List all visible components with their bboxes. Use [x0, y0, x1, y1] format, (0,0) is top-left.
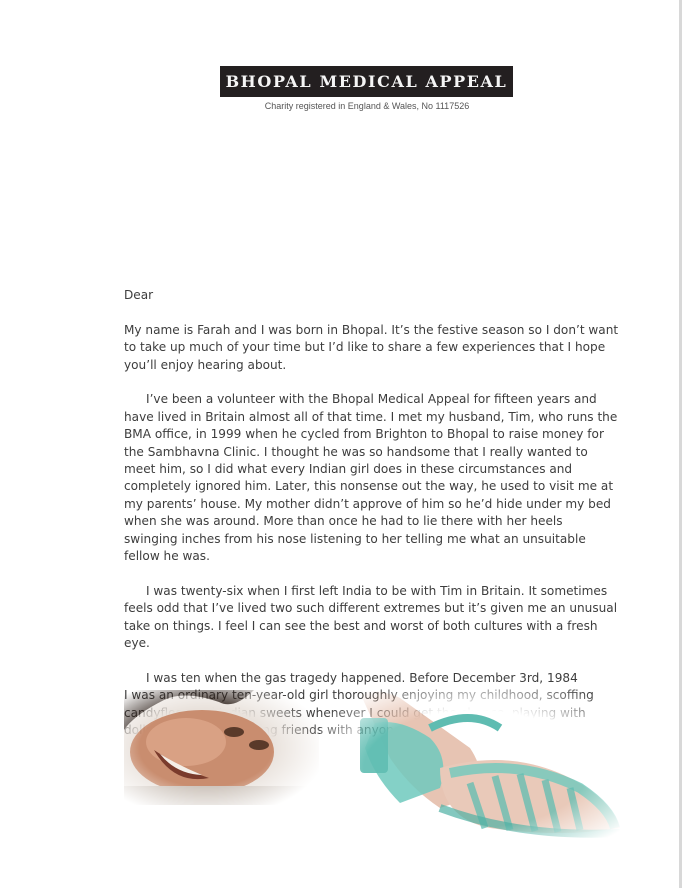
paragraph-intro: My name is Farah and I was born in Bhopal. It’s the festive season so I don’t want to take up much of your time but I’d like to share a few experiences that I hope you’ll enjoy hearing about.: [124, 322, 619, 372]
face-photo: [124, 690, 319, 805]
paragraph-britain: I was twenty-six when I first left India to be with Tim in Britain. It sometimes feels odd that I’ve lived two such different extremes but it’s given me an unusual take on things. I feel I can see the best and worst of both cultures with a fresh eye.: [124, 583, 618, 651]
letter-body: [124, 287, 619, 757]
paragraph-tragedy-line: I was ten when the gas tragedy happened. Before December 3rd, 1984: [146, 670, 578, 685]
sandals-photo: [320, 688, 632, 850]
charity-registration: Charity registered in England & Wales, No 1117526: [264, 101, 470, 111]
bma-logo: [220, 66, 513, 97]
paragraph-volunteer: I’ve been a volunteer with the Bhopal Medical Appeal for fifteen years and have lived in Britain almost all of that time. I met my husband, Tim, who runs the BMA office, in 1999 when he cycled from Brighton to Bhopal to raise money for the Sambhavna Clinic. I thought he was so handsome that I really wanted to meet him, so I did what every Indian girl does in these circumstances and completely ignored him. Later, this nonsense out the way, he used to visit me at my parents’ house. My mother didn’t approve of him so he’d hide under my bed when she was around. More than once he had to lie there with her heels swinging inches from his nose listening to her telling me what an unsuitable fellow he was.: [124, 392, 618, 564]
logo-text: BHOPAL MEDICAL APPEAL: [225, 72, 508, 91]
salutation: Dear: [124, 288, 154, 302]
